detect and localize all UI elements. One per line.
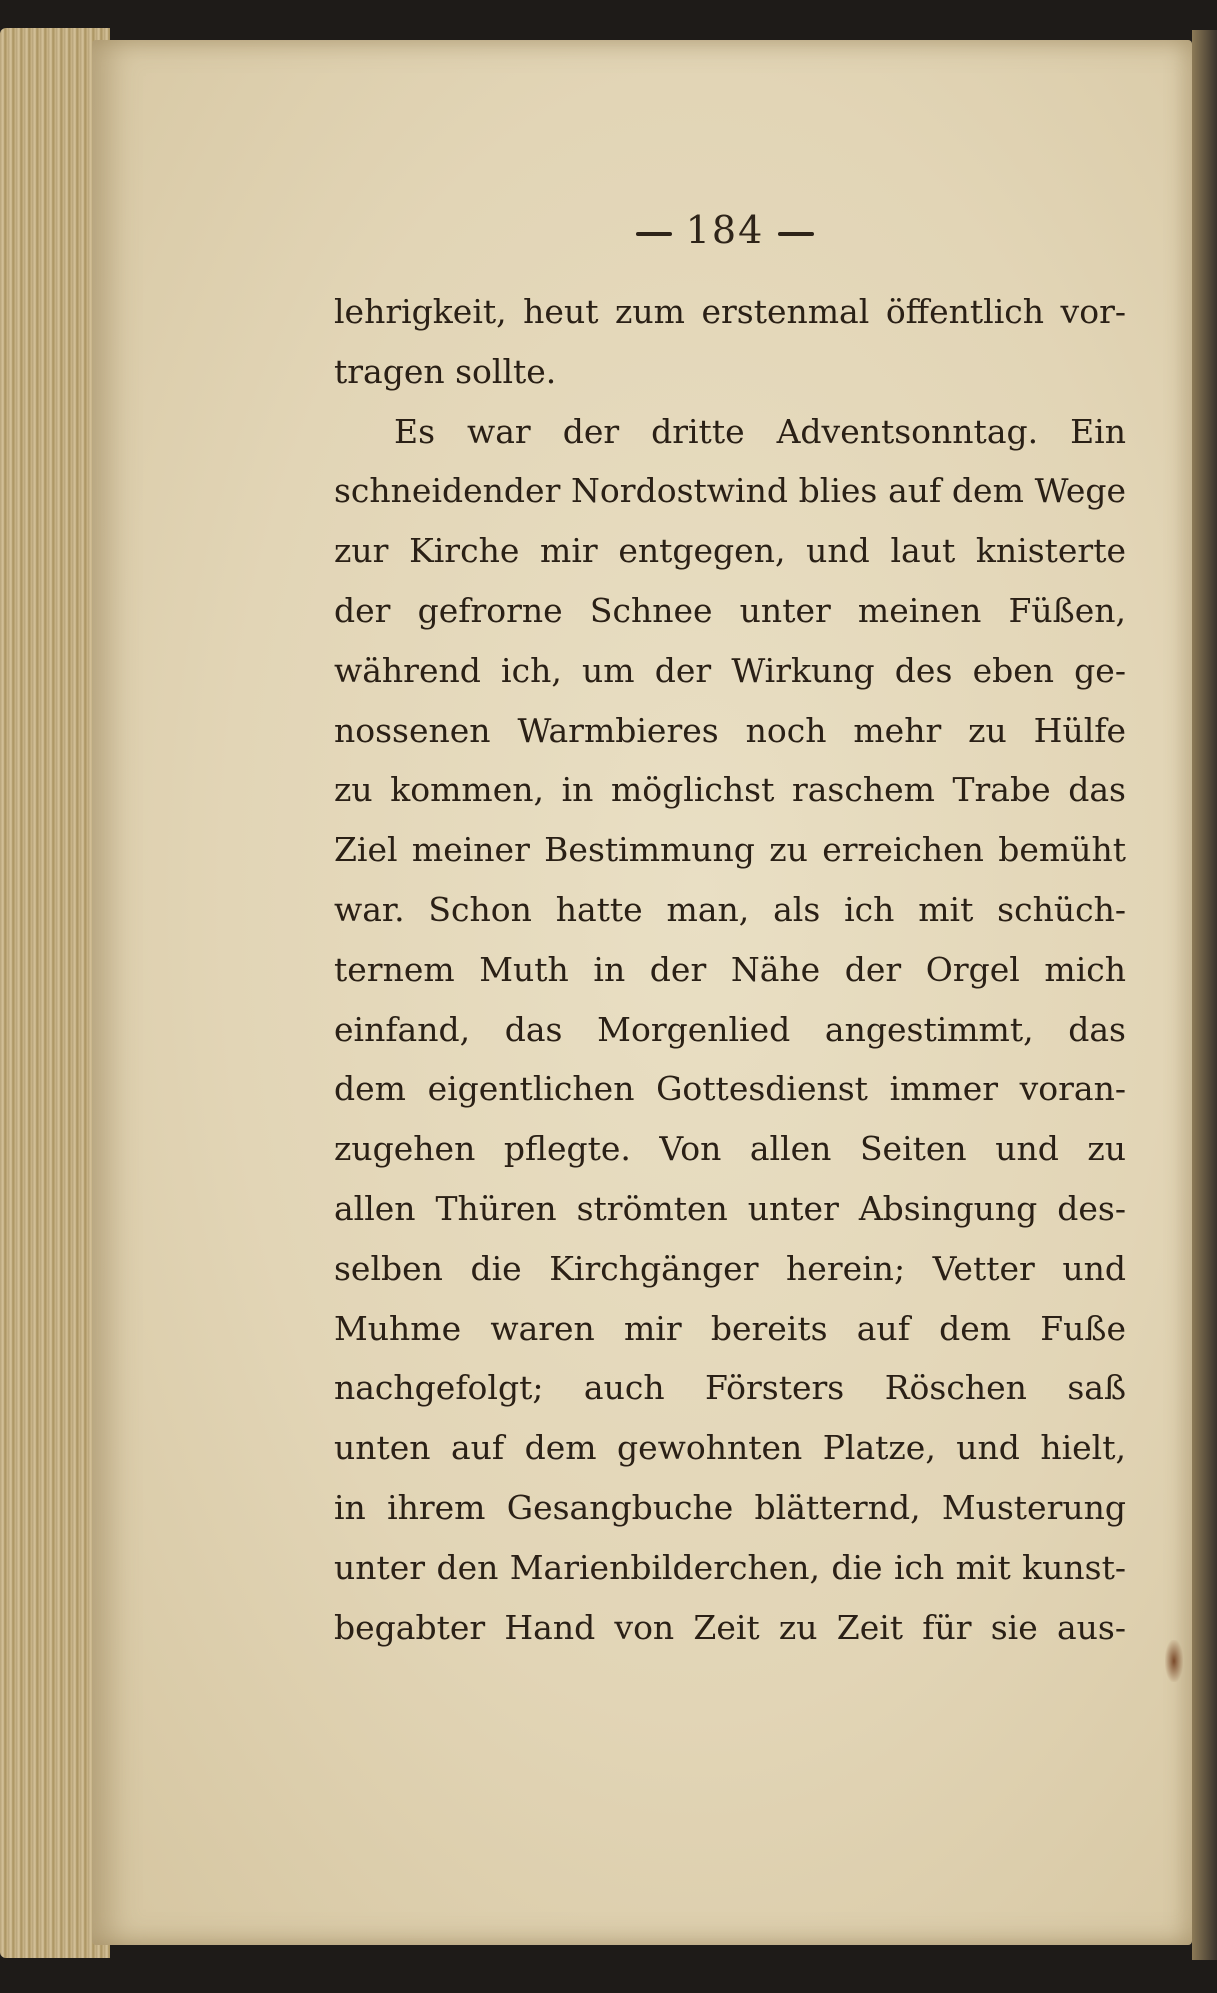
header-dash-left [636, 232, 672, 236]
text-line: schneidender Nordostwind blies auf dem Wege [334, 471, 1126, 511]
text-line: zur Kirche mir entgegen, und laut knisterte [334, 531, 1126, 571]
text-line: selben die Kirchgänger herein; Vetter und [334, 1248, 1126, 1288]
text-line: allen Thüren strömten unter Absingung des- [334, 1188, 1126, 1228]
page-number: 184 [685, 208, 765, 252]
text-line: während ich, um der Wirkung des eben ge- [334, 650, 1126, 690]
header-dash-right [778, 232, 814, 236]
text-line: tragen sollte. [334, 351, 557, 391]
text-line: unten auf dem gewohnten Platze, und hielt, [334, 1428, 1126, 1468]
ink-stain [1165, 1640, 1183, 1682]
text-line: in ihrem Gesangbuche blätternd, Musterung [334, 1487, 1126, 1527]
text-line: lehrigkeit, heut zum erstenmal öffentlich vor- [334, 292, 1126, 331]
text-line: unter den Marienbilderchen, die ich mit kunst- [334, 1547, 1126, 1587]
body-text [334, 282, 1126, 1657]
text-line: Ziel meiner Bestimmung zu erreichen bemüht [334, 830, 1126, 870]
text-line: zu kommen, in möglichst raschem Trabe das [334, 770, 1126, 810]
text-line: dem eigentlichen Gottesdienst immer voran- [334, 1069, 1126, 1109]
text-line: ternem Muth in der Nähe der Orgel mich [334, 949, 1126, 989]
text-line: nachgefolgt; auch Försters Röschen saß [334, 1368, 1126, 1408]
text-line: begabter Hand von Zeit zu Zeit für sie aus- [334, 1607, 1126, 1647]
text-line: der gefrorne Schnee unter meinen Füßen, [334, 590, 1126, 630]
text-line: Muhme waren mir bereits auf dem Fuße [334, 1308, 1126, 1348]
binding-edge [1192, 30, 1217, 1960]
text-line: nossenen Warmbieres noch mehr zu Hülfe [334, 710, 1126, 750]
text-line: einfand, das Morgenlied angestimmt, das [334, 1009, 1126, 1049]
page-header [600, 208, 850, 252]
text-line: zugehen pflegte. Von allen Seiten und zu [334, 1129, 1126, 1169]
text-line: Es war der dritte Adventsonntag. Ein [394, 411, 1126, 451]
text-line: war. Schon hatte man, als ich mit schüch- [334, 889, 1126, 929]
